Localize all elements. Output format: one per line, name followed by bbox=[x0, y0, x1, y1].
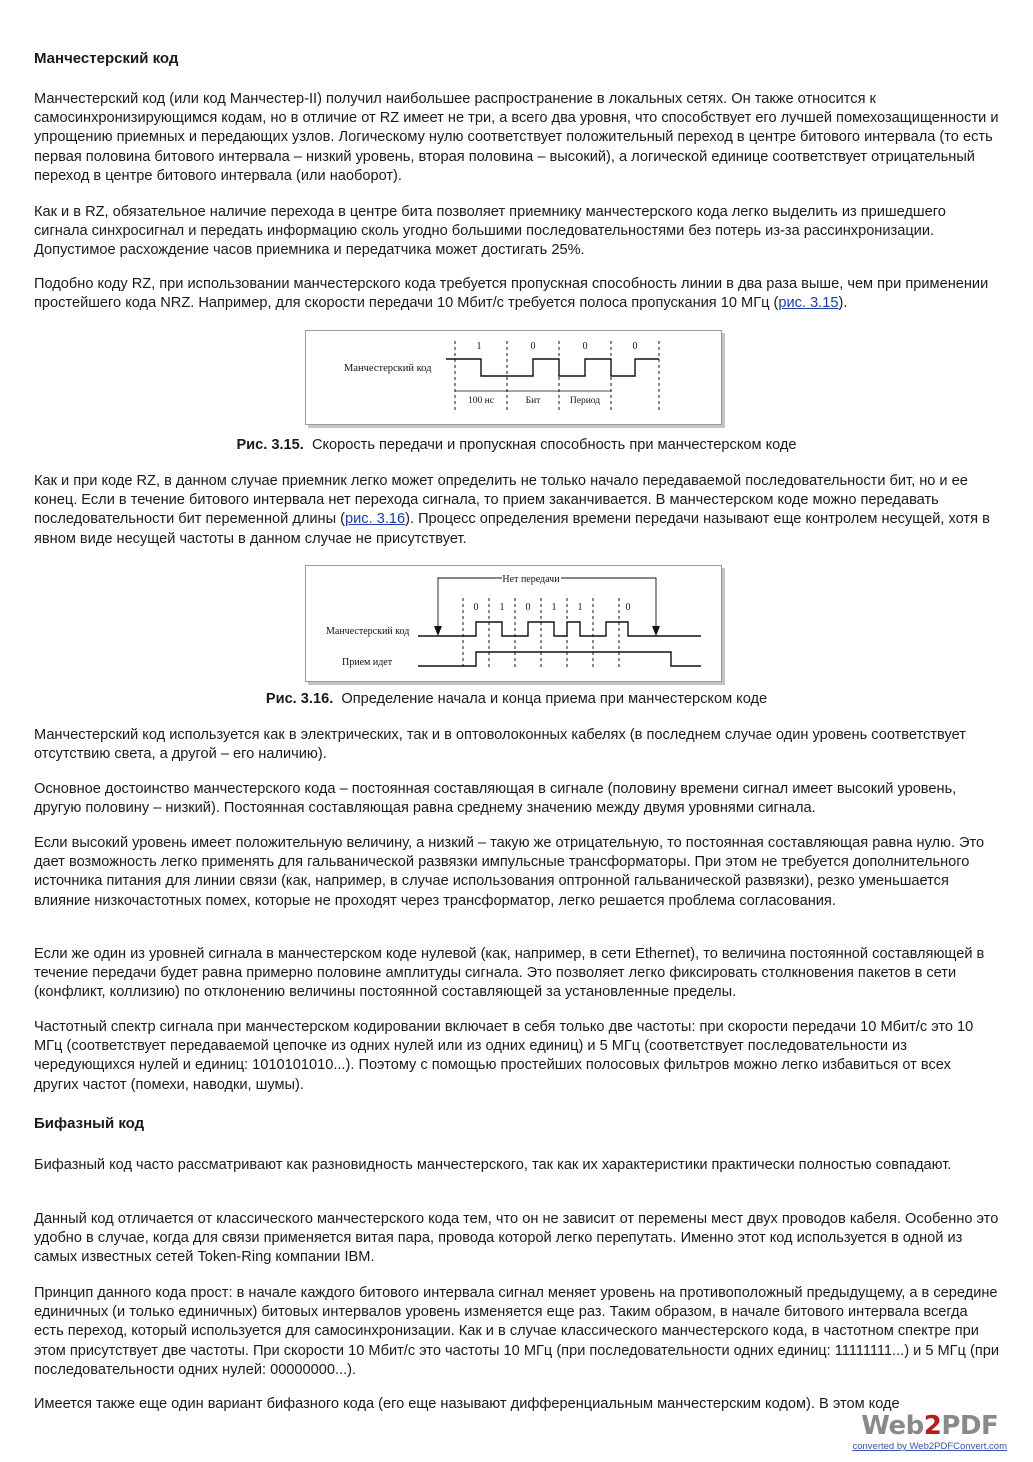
paragraph: Манчестерский код (или код Манчестер-II) получил наибольшее распространение в локальных сетях. Он также относится к самосинхронизирующимся кодам, но в отличие от RZ имеет не три, а всего два уровня, что способствует его лучшей помехозащищенности и упрощению приемных и передающих узлов. Логическому нулю соответствует положительный переход в центре битового интервала (то есть первая половина битового интервала – низкий уровень, вторая половина – высокий), а логической единице соответствует отрицательный переход в центре битового интервала (или наоборот). bbox=[34, 91, 999, 184]
dimension-label-bit: Бит bbox=[525, 396, 541, 406]
caption-number: Рис. 3.15. bbox=[236, 437, 304, 453]
no-transmission-arrows bbox=[438, 578, 656, 632]
bit-label: 1 bbox=[551, 602, 557, 613]
paragraph: Манчестерский код используется как в электрических, так и в оптоволоконных кабелях (в последнем случае один уровень соответствует отсутствию света, а другой – его наличию). bbox=[34, 727, 966, 763]
bit-label: 0 bbox=[625, 602, 631, 613]
paragraph: Принцип данного кода прост: в начале каждого битового интервала сигнал меняет уровень на противоположный предыдущему, а в середине единичных (и только единичных) битовых интервалов уровень изменяется еще раз. Таким образом, в начале битового интервала всегда есть переход, который используется для самосинхронизации. Как и в случае классического манчестерского кода, в частотном спектре при этом присутствует две частоты. При скорости 10 Мбит/с это частоты 10 МГц (при последовательности одних единиц: 11111111...) и 5 МГц (при последовательности одних нулей: 00000000...). bbox=[34, 1285, 999, 1378]
figure-caption-3-15 bbox=[34, 436, 999, 455]
bit-label: 0 bbox=[525, 602, 531, 613]
manchester-diagram bbox=[306, 331, 721, 424]
paragraph-text: Как и при коде RZ, в данном случае приемник легко может определить не только начало передаваемой последовательности бит, но и ее конец. Если в течение битового интервала нет перехода сигнала, то прием заканчивается. В манчестерском коде можно передавать последовательности бит переменной длины ( bbox=[34, 473, 968, 528]
paragraph-text: ). Процесс определения времени передачи называют еще контролем несущей, хотя в явном виде несущей частоты в данном случае не присутствует. bbox=[34, 511, 990, 547]
manchester-waveform bbox=[446, 359, 659, 376]
web2pdf-logo bbox=[852, 1411, 1007, 1452]
paragraph: Частотный спектр сигнала при манчестерском кодировании включает в себя только две частоты: при скорости передачи 10 Мбит/с это 10 МГц (соответствует передаваемой цепочке из одних нулей или из одних единиц) и 5 МГц (соответствует последовательности из чередующихся нулей и единиц: 1010101010...). Поэтому с помощью простейших полосовых фильтров можно легко избавиться от всех других частот (помехи, наводки, шумы). bbox=[34, 1019, 974, 1093]
bit-label: 1 bbox=[476, 341, 482, 352]
paragraph: Если высокий уровень имеет положительную величину, а низкий – такую же отрицательную, то постоянная составляющая равна нулю. Это дает возможность легко применять для гальванической развязки импульсные трансформаторы. При этом не требуется дополнительного источника питания для линии связи (как, например, в случае использования оптронной гальванической развязки), резко уменьшается влияние низкочастотных помех, которые не проходят через трансформатор, легко решается проблема согласования. bbox=[34, 835, 985, 909]
paragraph: Основное достоинство манчестерского кода – постоянная составляющая в сигнале (половину времени сигнал имеет высокий уровень, другую половину – низкий). Постоянная составляющая равна среднему значению между двумя уровнями сигнала. bbox=[34, 781, 957, 817]
paragraph: Бифазный код часто рассматривают как разновидность манчестерского, так как их характеристики практически полностью совпадают. bbox=[34, 1157, 952, 1173]
paragraph bbox=[34, 472, 1002, 549]
paragraph-text: Подобно коду RZ, при использовании манчестерского кода требуется пропускная способность линии в два раза выше, чем при применении простейшего кода NRZ. Например, для скорости передачи 10 Мбит/с требуется полоса пропускания 10 МГц ( bbox=[34, 276, 989, 312]
paragraph: Имеется также еще один вариант бифазного кода (его еще называют дифференциальным манчестерским кодом). В этом коде bbox=[34, 1396, 900, 1412]
bit-label: 0 bbox=[582, 341, 588, 352]
no-transmission-label: Нет передачи bbox=[502, 574, 560, 585]
bit-label: 0 bbox=[473, 602, 479, 613]
logo-link[interactable]: converted by Web2PDFConvert.com bbox=[852, 1441, 1007, 1452]
paragraph: Данный код отличается от классического манчестерского кода тем, что он не зависит от перемены мест двух проводов кабеля. Особенно это удобно в случае, когда для связи применяется витая пара, провода которой легко перепутать. Именно этот код используется в одной из самых известных сетей Token-Ring компании IBM. bbox=[34, 1211, 999, 1266]
bit-boundaries bbox=[463, 598, 619, 670]
caption-text: Определение начала и конца приема при манчестерском коде bbox=[341, 691, 768, 707]
bit-label: 0 bbox=[530, 341, 536, 352]
dimension-label-period: Период bbox=[569, 396, 601, 406]
logo-wordmark: Web2PDF bbox=[861, 1411, 999, 1441]
carrier-sense-diagram bbox=[306, 566, 721, 681]
figure-link-3-16[interactable]: рис. 3.16 bbox=[345, 511, 406, 528]
bit-label: 1 bbox=[499, 602, 505, 613]
figure-3-16 bbox=[305, 565, 722, 682]
paragraph-text: ). bbox=[838, 295, 848, 312]
section-heading-manchester: Манчестерский код bbox=[34, 50, 179, 67]
paragraph: Как и в RZ, обязательное наличие перехода в центре бита позволяет приемнику манчестерского кода легко выделить из пришедшего сигнала синхросигнал и передать информацию сколь угодно большими последовательностями без потерь из-за рассинхронизации. Допустимое расхождение часов приемника и передатчика может достигать 25%. bbox=[34, 204, 946, 259]
paragraph bbox=[34, 275, 999, 313]
arrow-head-icon bbox=[652, 626, 660, 636]
arrow-head-icon bbox=[434, 626, 442, 636]
bit-label: 0 bbox=[632, 341, 638, 352]
figure-link-3-15[interactable]: рис. 3.15 bbox=[778, 295, 839, 312]
section-heading-biphase: Бифазный код bbox=[34, 1115, 145, 1132]
receive-label: Прием идет bbox=[342, 657, 393, 668]
caption-number: Рис. 3.16. bbox=[265, 691, 334, 707]
signal-label: Манчестерский код bbox=[344, 363, 432, 374]
figure-caption-3-16 bbox=[34, 690, 999, 709]
bit-label: 1 bbox=[577, 602, 583, 613]
dimension-label-100ns: 100 нс bbox=[468, 396, 494, 406]
caption-text: Скорость передачи и пропускная способность при манчестерском коде bbox=[311, 437, 797, 453]
signal-label: Манчестерский код bbox=[326, 626, 410, 637]
paragraph: Если же один из уровней сигнала в манчестерском коде нулевой (как, например, в сети Ethernet), то величина постоянной составляющей в течение передачи будет равна примерно половине амплитуды сигнала. Это позволяет легко фиксировать столкновения пакетов в сети (конфликт, коллизию) по отклонению величины постоянной составляющей за установленные пределы. bbox=[34, 946, 985, 1001]
figure-3-15 bbox=[305, 330, 722, 425]
receive-waveform bbox=[418, 652, 701, 666]
